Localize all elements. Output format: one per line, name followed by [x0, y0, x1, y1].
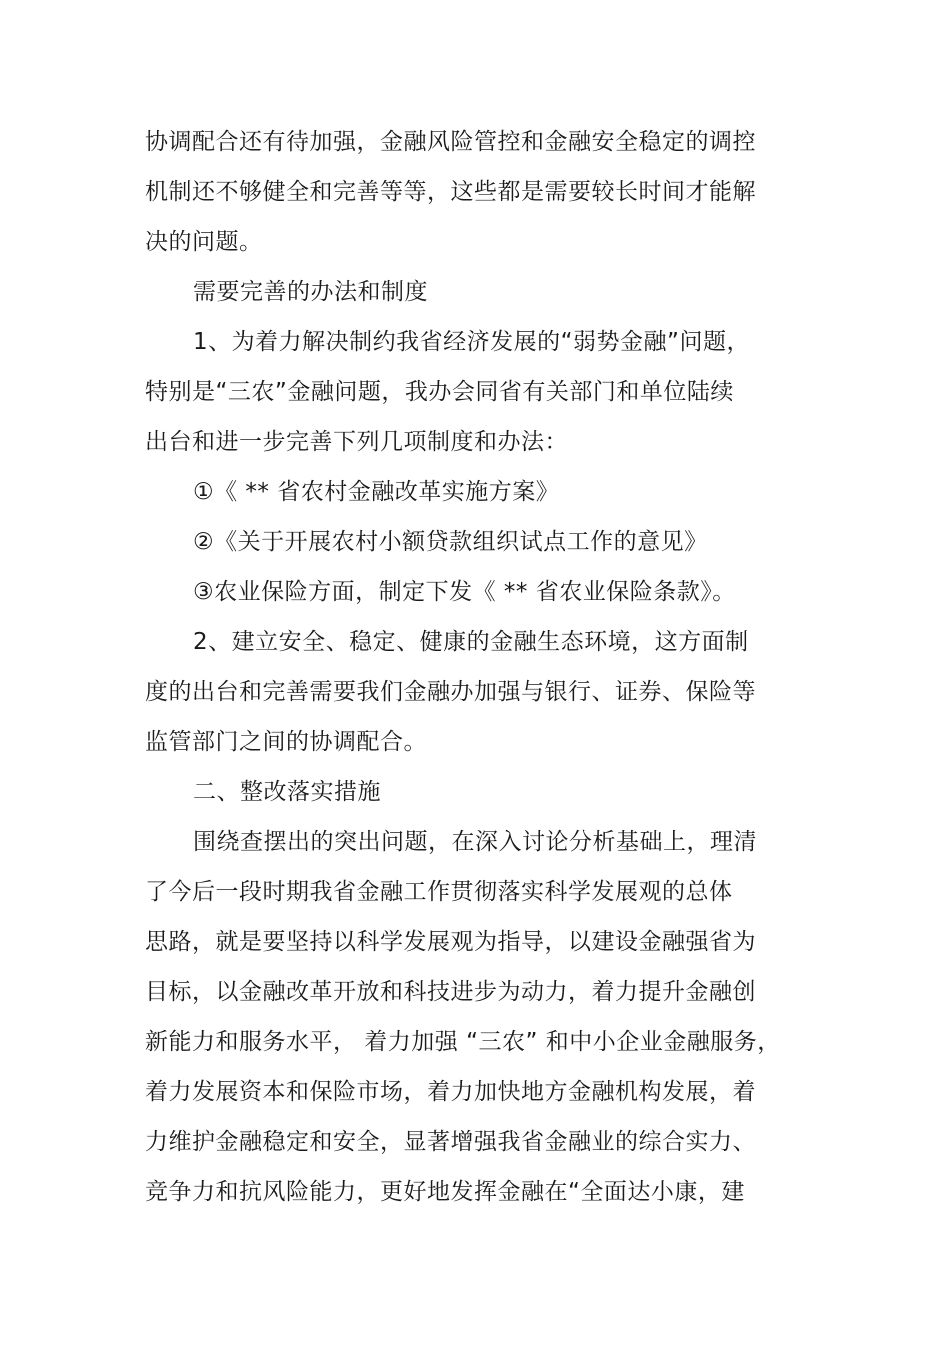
section-heading: 二、整改落实措施: [193, 779, 381, 805]
text-line: 竞争力和抗风险能力，更好地发挥金融在“全面达小康，建: [145, 1179, 745, 1205]
text-line: 特别是“三农”金融问题，我办会同省有关部门和单位陆续: [145, 379, 734, 405]
text-line: 监管部门之间的协调配合。: [145, 729, 427, 755]
text-line: 了今后一段时期我省金融工作贯彻落实科学发展观的总体: [145, 879, 733, 905]
text-line: 决的问题。: [145, 229, 263, 255]
list-item: ③农业保险方面，制定下发《 ** 省农业保险条款》。: [193, 579, 736, 605]
text-line: 着力发展资本和保险市场，着力加快地方金融机构发展，着: [145, 1079, 756, 1105]
text-line: 机制还不够健全和完善等等，这些都是需要较长时间才能解: [145, 179, 756, 205]
text-line: 新能力和服务水平， 着力加强 “三农” 和中小企业金融服务，: [145, 1029, 781, 1055]
section-heading: 需要完善的办法和制度: [193, 279, 428, 305]
text-line: 力维护金融稳定和安全，显著增强我省金融业的综合实力、: [145, 1129, 756, 1155]
list-item: ②《关于开展农村小额贷款组织试点工作的意见》: [193, 529, 708, 555]
text-line: 度的出台和完善需要我们金融办加强与银行、证券、保险等: [145, 679, 756, 705]
text-line: 1、为着力解决制约我省经济发展的“弱势金融”问题，: [193, 329, 750, 355]
text-line: 目标，以金融改革开放和科技进步为动力，着力提升金融创: [145, 979, 756, 1005]
text-line: 出台和进一步完善下列几项制度和办法：: [145, 429, 568, 455]
text-line: 思路，就是要坚持以科学发展观为指导，以建设金融强省为: [145, 929, 756, 955]
text-line: 2、建立安全、稳定、健康的金融生态环境，这方面制: [193, 629, 749, 655]
text-line: 围绕查摆出的突出问题，在深入讨论分析基础上，理清: [193, 829, 757, 855]
list-item: ①《 ** 省农村金融改革实施方案》: [193, 479, 560, 505]
text-line: 协调配合还有待加强，金融风险管控和金融安全稳定的调控: [145, 129, 756, 155]
